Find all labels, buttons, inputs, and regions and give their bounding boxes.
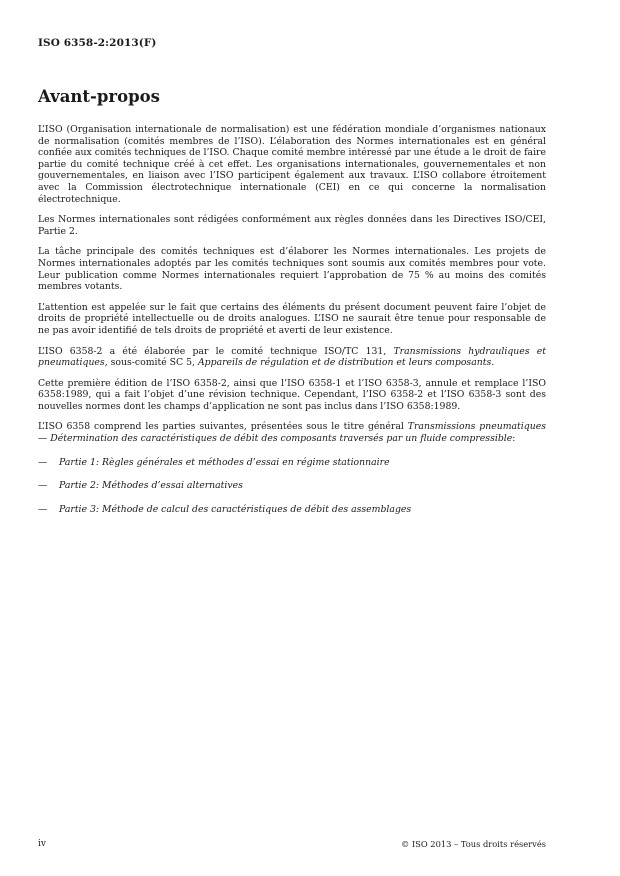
dash-bullet: —	[38, 480, 48, 492]
foreword-body	[38, 124, 546, 527]
dash-bullet: —	[38, 456, 48, 468]
dash-bullet: —	[38, 503, 48, 515]
subcommittee-text: , sous-comité SC 5,	[104, 357, 198, 369]
committee-title: Transmissions hydrauliques et pneumatiques	[38, 345, 546, 369]
paragraph-parts-intro	[38, 421, 546, 444]
paragraph-iso-organisation: L’ISO (Organisation internationale de normalisation) est une fédération mondiale d’organismes nationaux de normalisation (comités membres de l’ISO). L’élaboration des Normes internationales est en général confiée aux comités techniques de l’ISO. Chaque comité membre intéressé par une étude a le droit de faire partie du comité technique créé à cet effet. Les organisations internationales, gouvernementales et non gouvernementales, en liaison avec l’ISO participent également aux travaux. L’ISO collabore étroitement avec la Commission électrotechnique internationale (CEI) en ce qui concerne la normalisation électrotechnique.	[38, 124, 546, 205]
copyright-notice: © ISO 2013 – Tous droits réservés	[400, 839, 546, 849]
paragraph-prepared-by	[38, 346, 546, 369]
parts-list	[38, 457, 546, 516]
parts-intro-end: :	[512, 433, 516, 445]
paragraph-directives: Les Normes internationales sont rédigées conformément aux règles données dans les Directives ISO/CEI, Partie 2.	[38, 214, 546, 237]
prepared-by-text: L’ISO 6358-2 a été élaborée par le comité technique ISO/TC 131,	[38, 345, 394, 357]
page-title: Avant-propos	[38, 87, 160, 106]
document-id-header: ISO 6358-2:2013(F)	[38, 37, 157, 49]
list-item	[38, 504, 546, 516]
list-item-text: Partie 2: Méthodes d’essai alternatives	[59, 480, 243, 492]
paragraph-technical-committees: La tâche principale des comités techniques est d’élaborer les Normes internationales. Les projets de Normes internationales adoptés par les comités techniques sont soumis aux comités membres pour vote. Leur publication comme Normes internationales requiert l’approbation de 75 % au moins des comités membres votants.	[38, 246, 546, 293]
subcommittee-title: Appareils de régulation et de distribution et leurs composants	[197, 357, 492, 369]
list-item	[38, 457, 546, 469]
list-item-text: Partie 1: Règles générales et méthodes d’essai en régime stationnaire	[59, 456, 390, 468]
page-number: iv	[38, 839, 46, 849]
paragraph-patent-rights: L’attention est appelée sur le fait que certains des éléments du présent document peuvent faire l’objet de droits de propriété intellectuelle ou de droits analogues. L’ISO ne saurait être tenue pour responsable de ne pas avoir identifié de tels droits de propriété et averti de leur existence.	[38, 301, 546, 336]
paragraph-edition: Cette première édition de l’ISO 6358-2, ainsi que l’ISO 6358-1 et l’ISO 6358-3, annule et remplace l’ISO 6358:1989, qui a fait l’objet d’une révision technique. Cependant, l’ISO 6358-2 et l’ISO 6358-3 sont des nouvelles normes dont les champs d’application ne sont pas inclus dans l’ISO 6358:1989.	[38, 377, 546, 412]
general-title: Transmissions pneumatiques — Détermination des caractéristiques de débit des composants traversés par un fluide compressible	[38, 421, 546, 445]
parts-intro-text: L’ISO 6358 comprend les parties suivantes, présentées sous le titre général	[38, 421, 408, 433]
prepared-by-end: .	[491, 357, 495, 369]
list-item	[38, 480, 546, 492]
list-item-text: Partie 3: Méthode de calcul des caractéristiques de débit des assemblages	[59, 503, 412, 515]
